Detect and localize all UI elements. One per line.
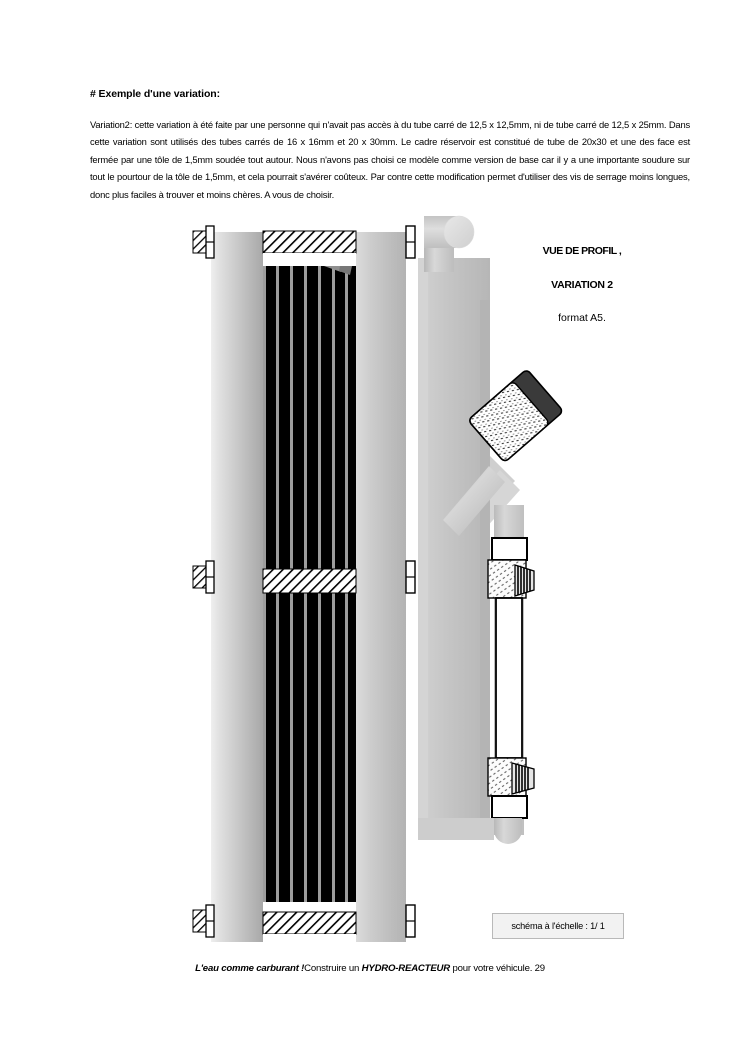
scale-note-box [492, 913, 624, 939]
scale-note-label: schéma à l'échelle : 1/ 1 [511, 921, 605, 931]
clamp-bolt-left-middle [193, 561, 214, 593]
background-shadows [452, 455, 520, 540]
clamp-bolt-right-top [406, 226, 415, 258]
title-block [492, 245, 672, 324]
top-cross-member [263, 229, 356, 266]
title-line-format: format A5. [558, 312, 606, 324]
clamp-bolt-left-bottom [193, 905, 214, 937]
plate-stack [263, 258, 356, 902]
left-frame-column [211, 232, 263, 942]
page-footer [0, 963, 740, 974]
bottom-cross-member [263, 902, 356, 942]
clamp-bolt-right-bottom [406, 905, 415, 937]
vertical-tube-assembly [488, 505, 534, 844]
tank-back-panel [418, 258, 490, 818]
tube-fitting-top [488, 560, 534, 598]
footer-product-name: HYDRO-REACTEUR [361, 963, 450, 974]
title-line-variation: VARIATION 2 [551, 279, 613, 291]
elbow-pipe [424, 216, 474, 272]
tube-fitting-bottom [488, 758, 534, 796]
clamp-bolt-left-top [193, 226, 214, 258]
lower-support-pad [418, 818, 494, 840]
footer-title-left: L'eau comme carburant ! [195, 963, 305, 974]
middle-cross-member [263, 569, 356, 593]
clamp-bolt-right-middle [406, 561, 415, 593]
footer-text-mid: Construire un [304, 963, 362, 974]
body-paragraph: Variation2: cette variation à été faite par une personne qui n'avait pas accès à du tube carré de 12,5 x 12,5mm, ni de tube carré de 12,5 x 25mm. Dans cette variation sont utilisés des tubes carrés de 16 x 16mm et 20 x 30mm. Le cadre réservoir est constitué de tube de 20x30 et une des face est fermée par une tôle de 1,5mm soudée tout autour. Nous n'avons pas choisi ce modèle comme version de base car il y a une importante soudure sur tout le pourtour de la tôle de 1,5mm, et cela pourrait s'avérer coûteux. Par contre cette modification permet d'utiliser des vis de serrage moins longues, donc plus faciles à trouver et moins chères. A vous de choisir. [90, 119, 690, 200]
angled-cylinder-fitting [468, 369, 564, 462]
footer-text-end: pour votre véhicule. 29 [449, 963, 545, 974]
diagonal-shaft [443, 466, 505, 536]
section-heading: # Exemple d'une variation: [90, 88, 221, 100]
right-frame-column [356, 232, 406, 942]
title-line-view: VUE DE PROFIL , [542, 245, 622, 257]
